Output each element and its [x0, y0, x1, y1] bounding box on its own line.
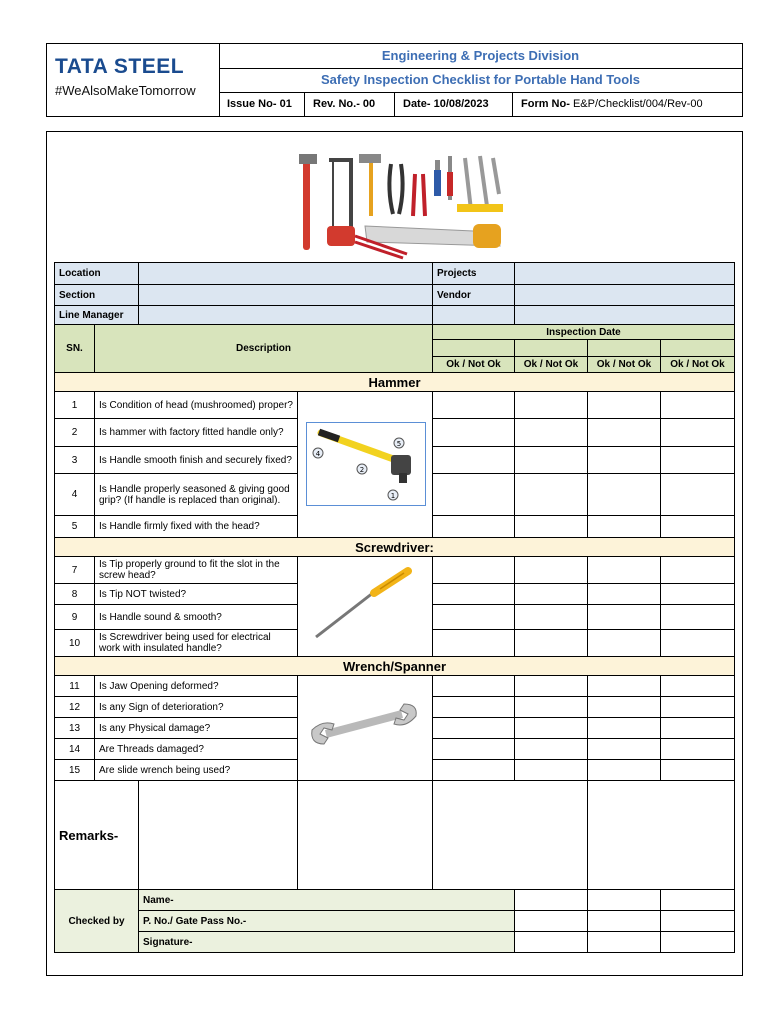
rev-no: Rev. No.- 00	[305, 92, 395, 116]
check-cell[interactable]	[433, 557, 515, 584]
check-cell[interactable]	[433, 718, 515, 739]
check-cell[interactable]	[515, 630, 588, 657]
check-cell[interactable]	[661, 584, 735, 605]
item-description: Is Screwdriver being used for electrical work with insulated handle?	[95, 630, 298, 657]
item-sn: 13	[55, 718, 95, 739]
check-cell[interactable]	[515, 419, 588, 447]
description-header: Description	[95, 325, 433, 373]
check-cell[interactable]	[515, 739, 588, 760]
item-description: Is Handle sound & smooth?	[95, 605, 298, 630]
check-cell[interactable]	[661, 630, 735, 657]
ok-header-3: Ok / Not Ok	[588, 357, 661, 373]
item-description: Are Threads damaged?	[95, 739, 298, 760]
check-cell[interactable]	[433, 584, 515, 605]
hand-tools-illustration-icon	[295, 150, 510, 262]
item-sn: 8	[55, 584, 95, 605]
wrench-image-cell	[298, 676, 433, 781]
item-description: Is Tip NOT twisted?	[95, 584, 298, 605]
name-label: Name-	[139, 890, 515, 911]
logo-tagline: #WeAlsoMakeTomorrow	[55, 83, 196, 98]
item-description: Is Tip properly ground to fit the slot in the screw head?	[95, 557, 298, 584]
location-field[interactable]	[139, 263, 433, 285]
check-cell[interactable]	[515, 516, 588, 538]
check-cell[interactable]	[661, 419, 735, 447]
check-cell[interactable]	[433, 605, 515, 630]
check-cell[interactable]	[588, 718, 661, 739]
item-description: Is any Physical damage?	[95, 718, 298, 739]
item-sn: 1	[55, 392, 95, 419]
check-cell[interactable]	[588, 697, 661, 718]
check-cell[interactable]	[515, 605, 588, 630]
remarks-cell[interactable]	[139, 781, 298, 890]
line-manager-label: Line Manager	[55, 306, 139, 325]
division-title: Engineering & Projects Division	[219, 44, 742, 69]
check-cell[interactable]	[588, 474, 661, 516]
item-sn: 7	[55, 557, 95, 584]
check-cell[interactable]	[433, 447, 515, 474]
inspection-date-1[interactable]	[433, 340, 515, 357]
ok-header-2: Ok / Not Ok	[515, 357, 588, 373]
check-cell[interactable]	[588, 605, 661, 630]
inspection-date-2[interactable]	[515, 340, 588, 357]
checklist-table	[54, 262, 735, 953]
section-field[interactable]	[139, 285, 433, 306]
vendor-label: Vendor	[433, 285, 515, 306]
section-title-screwdriver: Screwdriver:	[55, 538, 735, 557]
check-cell[interactable]	[588, 392, 661, 419]
pno-field[interactable]	[515, 911, 588, 932]
callout-1: 1	[390, 492, 396, 500]
checked-by-label: Checked by	[55, 890, 139, 953]
check-cell[interactable]	[661, 474, 735, 516]
check-cell[interactable]	[661, 605, 735, 630]
section-title-hammer: Hammer	[55, 373, 735, 392]
check-cell[interactable]	[661, 760, 735, 781]
check-cell[interactable]	[515, 557, 588, 584]
document-meta-row	[219, 92, 742, 116]
checklist-title: Safety Inspection Checklist for Portable Hand Tools	[219, 68, 742, 93]
check-cell[interactable]	[433, 676, 515, 697]
check-cell[interactable]	[515, 447, 588, 474]
hammer-icon	[306, 422, 426, 506]
inspection-date-4[interactable]	[661, 340, 735, 357]
item-sn: 4	[55, 474, 95, 516]
check-cell[interactable]	[588, 516, 661, 538]
section-title-wrench: Wrench/Spanner	[55, 657, 735, 676]
item-description: Are slide wrench being used?	[95, 760, 298, 781]
item-sn: 5	[55, 516, 95, 538]
check-cell[interactable]	[433, 516, 515, 538]
check-cell[interactable]	[515, 584, 588, 605]
signature-field[interactable]	[588, 932, 661, 953]
logo-block	[47, 44, 220, 116]
check-cell[interactable]	[515, 718, 588, 739]
pno-field[interactable]	[661, 911, 735, 932]
check-cell[interactable]	[588, 676, 661, 697]
document-header	[46, 43, 743, 117]
remarks-cell[interactable]	[588, 781, 735, 890]
check-cell[interactable]	[433, 739, 515, 760]
remarks-cell[interactable]	[298, 781, 433, 890]
callout-2: 2	[359, 466, 365, 474]
pno-label: P. No./ Gate Pass No.-	[139, 911, 515, 932]
check-cell[interactable]	[588, 447, 661, 474]
item-sn: 3	[55, 447, 95, 474]
check-cell[interactable]	[661, 697, 735, 718]
check-cell[interactable]	[515, 474, 588, 516]
check-cell[interactable]	[661, 718, 735, 739]
issue-date: Date- 10/08/2023	[395, 92, 513, 116]
check-cell[interactable]	[433, 419, 515, 447]
name-field[interactable]	[515, 890, 588, 911]
item-description: Is Condition of head (mushroomed) proper?	[95, 392, 298, 419]
projects-field[interactable]	[515, 263, 735, 285]
projects-label: Projects	[433, 263, 515, 285]
check-cell[interactable]	[588, 760, 661, 781]
name-field[interactable]	[588, 890, 661, 911]
check-cell[interactable]	[588, 419, 661, 447]
check-cell[interactable]	[515, 760, 588, 781]
check-cell[interactable]	[433, 760, 515, 781]
signature-field[interactable]	[515, 932, 588, 953]
item-sn: 12	[55, 697, 95, 718]
sn-header: SN.	[55, 325, 95, 373]
line-manager-field[interactable]	[139, 306, 433, 325]
check-cell[interactable]	[433, 630, 515, 657]
section-label: Section	[55, 285, 139, 306]
check-cell[interactable]	[515, 676, 588, 697]
tata-steel-logo: TATA STEEL	[55, 55, 185, 78]
issue-no: Issue No- 01	[219, 92, 305, 116]
line-manager-extra[interactable]	[433, 306, 515, 325]
remarks-cell[interactable]	[433, 781, 588, 890]
check-cell[interactable]	[661, 557, 735, 584]
item-sn: 15	[55, 760, 95, 781]
check-cell[interactable]	[588, 630, 661, 657]
callout-4: 4	[315, 450, 321, 458]
spanner-icon	[306, 700, 422, 750]
hammer-image-cell	[298, 392, 433, 538]
check-cell[interactable]	[515, 697, 588, 718]
inspection-date-header: Inspection Date	[433, 325, 735, 340]
check-cell[interactable]	[661, 447, 735, 474]
callout-5: 5	[396, 440, 402, 448]
check-cell[interactable]	[433, 697, 515, 718]
check-cell[interactable]	[515, 392, 588, 419]
location-label: Location	[55, 263, 139, 285]
check-cell[interactable]	[661, 392, 735, 419]
item-description: Is Handle firmly fixed with the head?	[95, 516, 298, 538]
check-cell[interactable]	[433, 392, 515, 419]
item-sn: 11	[55, 676, 95, 697]
check-cell[interactable]	[433, 474, 515, 516]
ok-header-4: Ok / Not Ok	[661, 357, 735, 373]
name-field[interactable]	[661, 890, 735, 911]
item-description: Is any Sign of deterioration?	[95, 697, 298, 718]
item-sn: 9	[55, 605, 95, 630]
check-cell[interactable]	[588, 557, 661, 584]
signature-label: Signature-	[139, 932, 515, 953]
vendor-field[interactable]	[515, 285, 735, 306]
item-description: Is Jaw Opening deformed?	[95, 676, 298, 697]
check-cell[interactable]	[661, 516, 735, 538]
item-description: Is Handle properly seasoned & giving good grip? (If handle is replaced than original).	[95, 474, 298, 516]
check-cell[interactable]	[661, 676, 735, 697]
check-cell[interactable]	[661, 739, 735, 760]
item-sn: 14	[55, 739, 95, 760]
check-cell[interactable]	[588, 584, 661, 605]
item-description: Is Handle smooth finish and securely fixed?	[95, 447, 298, 474]
ok-header-1: Ok / Not Ok	[433, 357, 515, 373]
item-sn: 2	[55, 419, 95, 447]
pno-field[interactable]	[588, 911, 661, 932]
line-manager-extra-2[interactable]	[515, 306, 735, 325]
signature-field[interactable]	[661, 932, 735, 953]
remarks-label: Remarks-	[55, 781, 139, 890]
inspection-date-3[interactable]	[588, 340, 661, 357]
item-description: Is hammer with factory fitted handle only?	[95, 419, 298, 447]
form-no: Form No- E&P/Checklist/004/Rev-00	[521, 98, 703, 110]
check-cell[interactable]	[588, 739, 661, 760]
screwdriver-icon	[308, 567, 418, 643]
screwdriver-image-cell	[298, 557, 433, 657]
item-sn: 10	[55, 630, 95, 657]
